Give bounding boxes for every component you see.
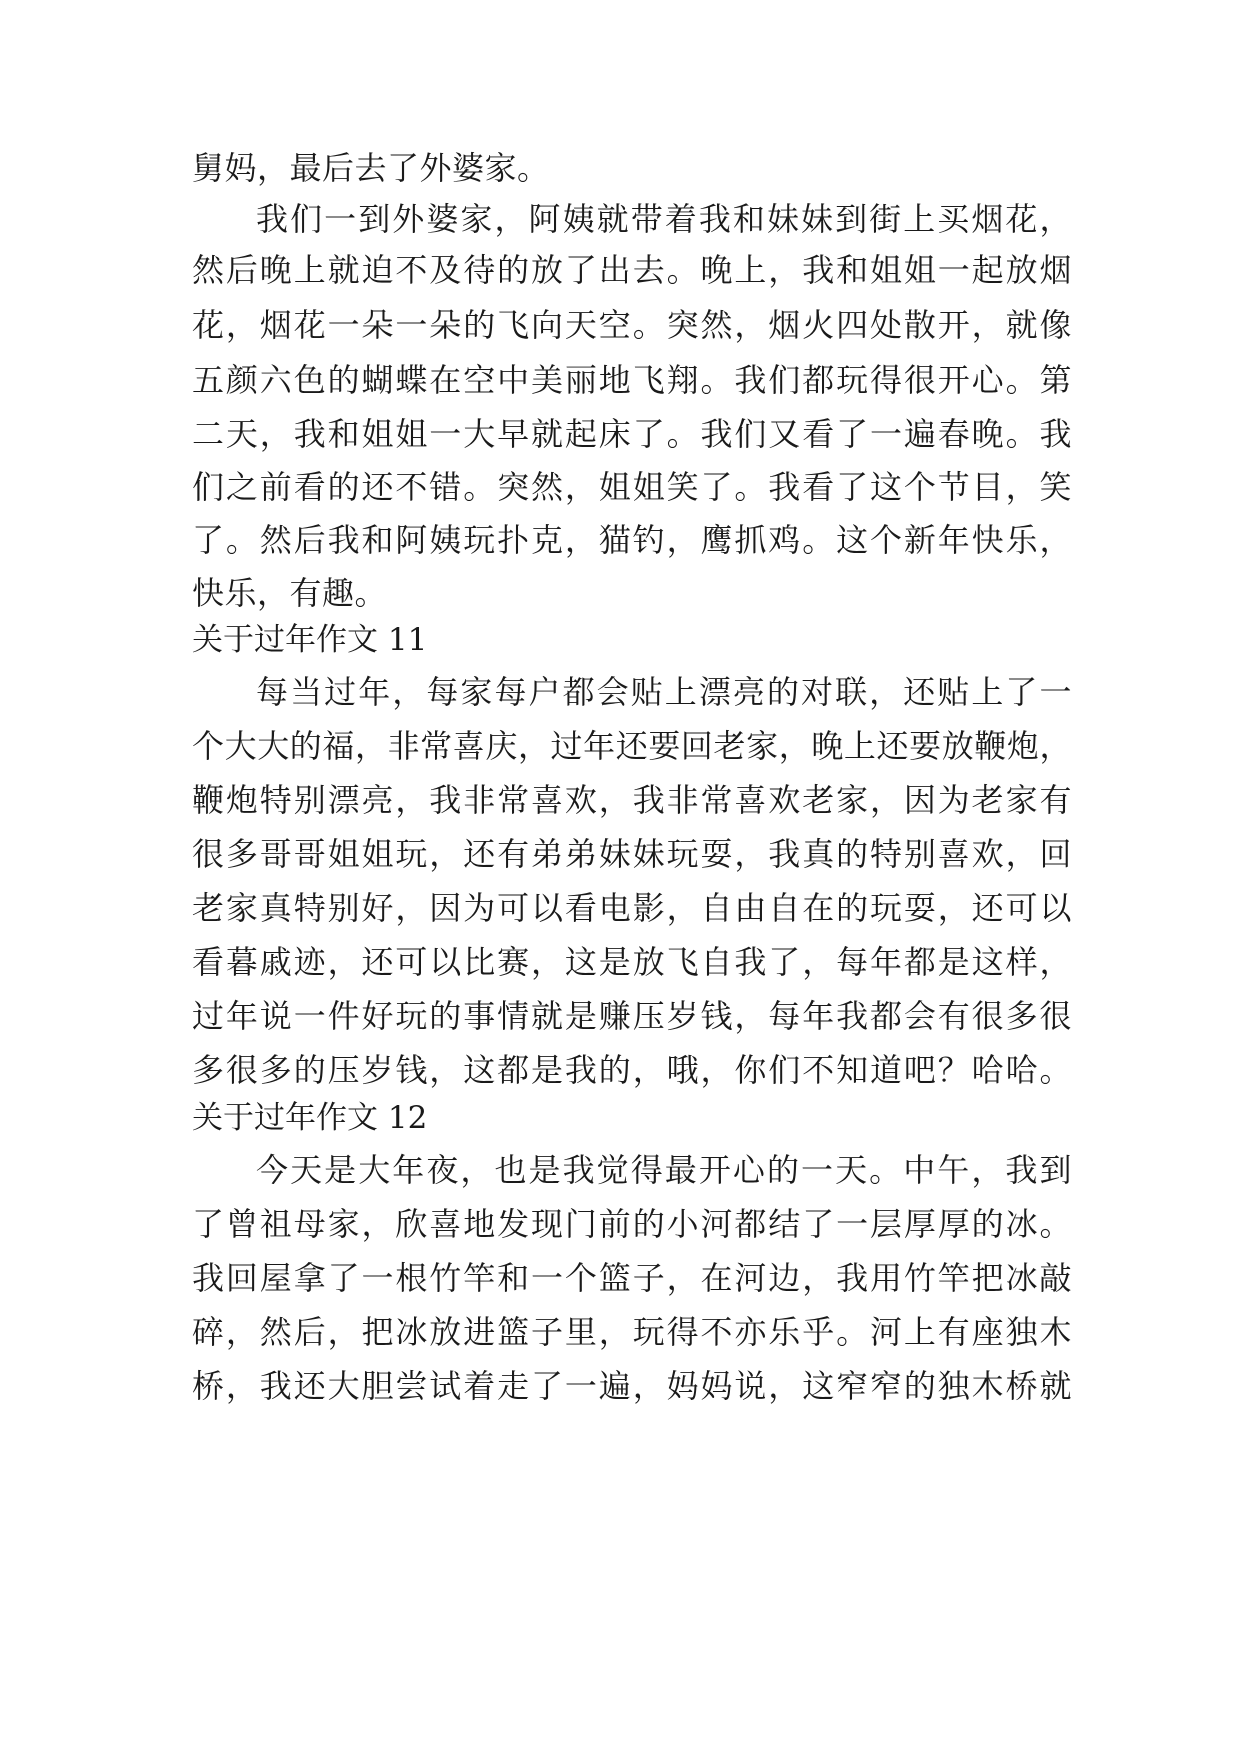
- section-heading: 关于过年作文 12: [192, 1100, 428, 1136]
- text-line: 鞭炮特别漂亮，我非常喜欢，我非常喜欢老家，因为老家有: [192, 781, 1072, 819]
- text-line: 很多哥哥姐姐玩，还有弟弟妹妹玩耍，我真的特别喜欢，回: [192, 835, 1072, 873]
- section-heading: 关于过年作文 11: [192, 622, 428, 658]
- text-line: 们之前看的还不错。突然，姐姐笑了。我看了这个节目，笑: [192, 468, 1072, 506]
- paragraph-first-line: 我们一到外婆家，阿姨就带着我和妹妹到街上买烟花，: [256, 200, 1072, 238]
- text-line: 我回屋拿了一根竹竿和一个篮子，在河边，我用竹竿把冰敲: [192, 1259, 1072, 1297]
- text-line: 然后晚上就迫不及待的放了出去。晚上，我和姐姐一起放烟: [192, 251, 1072, 289]
- text-line: 二天，我和姐姐一大早就起床了。我们又看了一遍春晚。我: [192, 415, 1072, 453]
- text-line: 老家真特别好，因为可以看电影，自由自在的玩耍，还可以: [192, 889, 1072, 927]
- text-line: 五颜六色的蝴蝶在空中美丽地飞翔。我们都玩得很开心。第: [192, 361, 1072, 399]
- text-line: 个大大的福，非常喜庆，过年还要回老家，晚上还要放鞭炮，: [192, 727, 1072, 765]
- text-line: 了曾祖母家，欣喜地发现门前的小河都结了一层厚厚的冰。: [192, 1205, 1072, 1243]
- text-line: 碎，然后，把冰放进篮子里，玩得不亦乐乎。河上有座独木: [192, 1313, 1072, 1351]
- text-line: 桥，我还大胆尝试着走了一遍，妈妈说，这窄窄的独木桥就: [192, 1367, 1072, 1405]
- text-line: 快乐，有趣。: [192, 574, 388, 612]
- text-line: 花，烟花一朵一朵的飞向天空。突然，烟火四处散开，就像: [192, 306, 1072, 344]
- text-line: 了。然后我和阿姨玩扑克，猫钓，鹰抓鸡。这个新年快乐，: [192, 521, 1072, 559]
- text-line: 过年说一件好玩的事情就是赚压岁钱，每年我都会有很多很: [192, 997, 1072, 1035]
- paragraph-first-line: 每当过年，每家每户都会贴上漂亮的对联，还贴上了一: [256, 673, 1072, 711]
- text-line: 舅妈，最后去了外婆家。: [192, 149, 550, 187]
- text-line: 看暮戚迹，还可以比赛，这是放飞自我了，每年都是这样，: [192, 943, 1072, 981]
- text-line: 多很多的压岁钱，这都是我的，哦，你们不知道吧？哈哈。: [192, 1051, 1072, 1089]
- paragraph-first-line: 今天是大年夜，也是我觉得最开心的一天。中午，我到: [256, 1151, 1072, 1189]
